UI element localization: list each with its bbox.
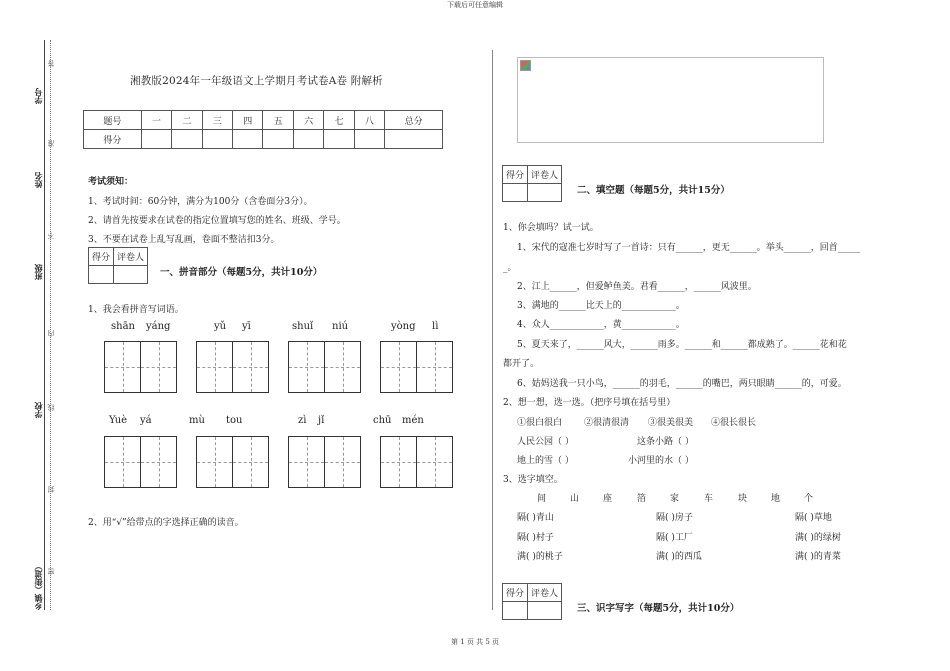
- score-input-cell[interactable]: [172, 130, 202, 149]
- pinyin-label: yáng: [146, 321, 171, 332]
- pinyin-label: jǐ: [318, 415, 325, 426]
- writing-cell[interactable]: [140, 436, 177, 488]
- fill-blank[interactable]: 隔( )工厂: [656, 533, 693, 543]
- word-bank-item: 箔: [637, 494, 647, 504]
- score-input-cell[interactable]: [293, 130, 323, 149]
- writing-cell[interactable]: [324, 436, 361, 488]
- writing-cell[interactable]: [416, 436, 453, 488]
- fill-line: 5、夏天来了，______风大，______雨多。______和______都成熟了。______花和花: [517, 340, 847, 350]
- score-input-cell[interactable]: [324, 130, 354, 149]
- student-id-label: 学号: [33, 88, 43, 104]
- section1-title: 一、拼音部分（每题5分，共计10分）: [160, 267, 323, 278]
- scorer-box: [88, 247, 148, 284]
- pinyin-label: yī: [242, 321, 251, 332]
- writing-cell[interactable]: [104, 436, 141, 488]
- binding-mark: 准: [47, 140, 55, 147]
- fill-blank[interactable]: 满( )的绿树: [795, 533, 841, 543]
- score-input-cell[interactable]: [202, 130, 232, 149]
- writing-grid[interactable]: [380, 341, 454, 393]
- score-header-cell: 三: [202, 111, 232, 130]
- binding-line: [44, 40, 45, 610]
- scorer-box: [502, 583, 562, 620]
- writing-cell[interactable]: [288, 341, 325, 393]
- question-fill-2: 2、想一想，选一选。（把序号填在括号里）: [503, 398, 676, 408]
- writing-cell[interactable]: [196, 341, 233, 393]
- fill-blank[interactable]: 隔( )草地: [795, 513, 832, 523]
- writing-grid[interactable]: [104, 341, 178, 393]
- scorer-grader-cell[interactable]: [114, 266, 148, 284]
- fill-blank[interactable]: 满( )的青菜: [795, 552, 841, 562]
- notice-item: 1、考试时间：60分钟，满分为100分（含卷面分3分）。: [88, 197, 313, 207]
- writing-cell[interactable]: [232, 436, 269, 488]
- score-header-cell: 题号: [84, 111, 142, 130]
- score-row-label: 得分: [84, 130, 142, 149]
- question-fill-1: 1、你会填吗？试一试。: [503, 223, 599, 233]
- word-bank-item: 座: [603, 494, 613, 504]
- score-header-cell: 七: [324, 111, 354, 130]
- writing-cell[interactable]: [140, 341, 177, 393]
- score-input-cell[interactable]: [354, 130, 384, 149]
- page-footer: 第 1 页 共 5 页: [450, 638, 500, 646]
- notice-title: 考试须知：: [88, 177, 134, 187]
- writing-grid[interactable]: [196, 436, 270, 488]
- score-header-cell: 四: [233, 111, 263, 130]
- writing-grid[interactable]: [288, 341, 362, 393]
- pinyin-label: shān: [111, 321, 135, 332]
- pinyin-label: niú: [332, 321, 349, 332]
- word-bank-item: 个: [804, 494, 814, 504]
- word-bank-item: 间: [537, 494, 547, 504]
- name-label: 姓名: [33, 172, 43, 188]
- writing-cell[interactable]: [324, 341, 361, 393]
- fill-blank[interactable]: 满( )的桃子: [517, 552, 563, 562]
- pinyin-label: yòng: [391, 321, 416, 332]
- pinyin-label: mén: [402, 415, 424, 426]
- fill-line: 6、姑妈送我一只小鸟，______的羽毛，______的嘴巴，两只眼睛______的，可爱。: [517, 379, 847, 389]
- writing-grid[interactable]: [104, 436, 178, 488]
- word-bank-item: 块: [738, 494, 748, 504]
- header-note: 下载后可任意编辑: [447, 1, 503, 9]
- option: ②很清很清: [584, 418, 630, 428]
- fill-line: _。: [503, 263, 517, 273]
- choice-item[interactable]: 人民公园（ ）: [517, 437, 574, 447]
- binding-mark: 密: [47, 568, 55, 575]
- writing-cell[interactable]: [104, 341, 141, 393]
- score-table-header-row: [84, 111, 443, 130]
- score-header-cell: 六: [293, 111, 323, 130]
- fill-blank[interactable]: 满( )的西瓜: [656, 552, 702, 562]
- writing-cell[interactable]: [380, 341, 417, 393]
- fill-line: 1、宋代的寇准七岁时写了一首诗：只有______，更无______。举头______，回首_____: [517, 243, 861, 253]
- scorer-grader-label: 评卷人: [528, 584, 562, 602]
- scorer-score-label: 得分: [503, 584, 528, 602]
- binding-mark: 不: [47, 232, 55, 239]
- scorer-grader-cell[interactable]: [528, 184, 562, 202]
- section2-title: 二、填空题（每题5分，共计15分）: [577, 185, 730, 196]
- writing-grid[interactable]: [196, 341, 270, 393]
- fill-line: 3、满地的______比天上的____________。: [517, 301, 685, 311]
- scorer-score-cell[interactable]: [503, 602, 528, 620]
- fill-line: 都开了。: [503, 359, 540, 369]
- option: ③很美很美: [648, 418, 694, 428]
- score-input-cell[interactable]: [141, 130, 171, 149]
- image-placeholder: [517, 57, 824, 143]
- pinyin-label: mù: [189, 415, 205, 426]
- class-label: 班级: [33, 264, 43, 280]
- score-table-score-row: [84, 130, 443, 149]
- notice-item: 3、不要在试卷上乱写乱画，卷面不整洁扣3分。: [88, 235, 280, 245]
- school-label: 学校: [33, 402, 43, 418]
- writing-cell[interactable]: [232, 341, 269, 393]
- score-table: [83, 110, 443, 149]
- pinyin-label: lì: [432, 321, 439, 332]
- choice-item[interactable]: 这条小路（ ）: [637, 437, 694, 447]
- pinyin-label: yǔ: [214, 321, 227, 332]
- scorer-box: [502, 165, 562, 202]
- score-header-cell: 二: [172, 111, 202, 130]
- score-header-cell: 五: [263, 111, 293, 130]
- word-bank-item: 地: [771, 494, 781, 504]
- fill-blank[interactable]: 隔( )房子: [656, 513, 693, 523]
- question-1: 1、我会看拼音写词语。: [88, 305, 184, 315]
- word-bank-item: 山: [570, 494, 580, 504]
- town-label: 乡镇（街道）: [33, 562, 43, 610]
- pinyin-label: tou: [226, 415, 243, 426]
- score-input-cell[interactable]: [233, 130, 263, 149]
- notice-item: 2、请首先按要求在试卷的指定位置填写您的姓名、班级、学号。: [88, 216, 346, 226]
- scorer-score-label: 得分: [89, 248, 114, 266]
- section3-title: 三、识字写字（每题5分，共计10分）: [577, 603, 740, 614]
- writing-cell[interactable]: [288, 436, 325, 488]
- scorer-score-label: 得分: [503, 166, 528, 184]
- option: ④很长很长: [711, 418, 757, 428]
- score-header-cell: 总分: [385, 111, 443, 130]
- binding-dotted-line: [50, 40, 51, 610]
- question-fill-3: 3、选字填空。: [503, 475, 563, 485]
- fill-blank[interactable]: 隔( )村子: [517, 533, 554, 543]
- binding-mark: 线: [47, 404, 55, 411]
- broken-image-icon: [520, 60, 531, 71]
- scorer-grader-label: 评卷人: [528, 166, 562, 184]
- pinyin-label: shuǐ: [292, 321, 314, 332]
- score-header-cell: 一: [141, 111, 171, 130]
- question-2: 2、用“√”给带点的字选择正确的读音。: [88, 518, 244, 528]
- pinyin-label: Yuè: [109, 415, 128, 426]
- exam-title: 湘教版2024年一年级语文上学期月考试卷A卷 附解析: [130, 75, 383, 87]
- binding-mark: 答: [47, 60, 55, 67]
- pinyin-label: chū: [373, 415, 392, 426]
- scorer-grader-cell[interactable]: [528, 602, 562, 620]
- word-bank-item: 车: [704, 494, 714, 504]
- writing-grid[interactable]: [380, 436, 454, 488]
- binding-mark: 内: [47, 330, 55, 337]
- writing-cell[interactable]: [416, 341, 453, 393]
- word-bank-item: 家: [670, 494, 680, 504]
- column-divider: [492, 50, 493, 610]
- choice-item[interactable]: 地上的雪（ ）: [517, 456, 574, 466]
- fill-line: 4、众人____________，黄____________。: [517, 320, 685, 330]
- writing-cell[interactable]: [380, 436, 417, 488]
- scorer-score-cell[interactable]: [89, 266, 114, 284]
- writing-grid[interactable]: [288, 436, 362, 488]
- pinyin-label: zì: [298, 415, 307, 426]
- score-input-cell[interactable]: [263, 130, 293, 149]
- scorer-grader-label: 评卷人: [114, 248, 148, 266]
- writing-cell[interactable]: [196, 436, 233, 488]
- fill-line: 2、江上______，但爱鲈鱼美。君看______，______风波里。: [517, 282, 757, 292]
- fill-blank[interactable]: 隔( )青山: [517, 513, 554, 523]
- option: ①很白很白: [517, 418, 563, 428]
- scorer-score-cell[interactable]: [503, 184, 528, 202]
- pinyin-label: yá: [140, 415, 152, 426]
- score-input-cell[interactable]: [385, 130, 443, 149]
- binding-mark: 封: [47, 486, 55, 493]
- score-header-cell: 八: [354, 111, 384, 130]
- choice-item[interactable]: 小河里的水（ ）: [628, 456, 694, 466]
